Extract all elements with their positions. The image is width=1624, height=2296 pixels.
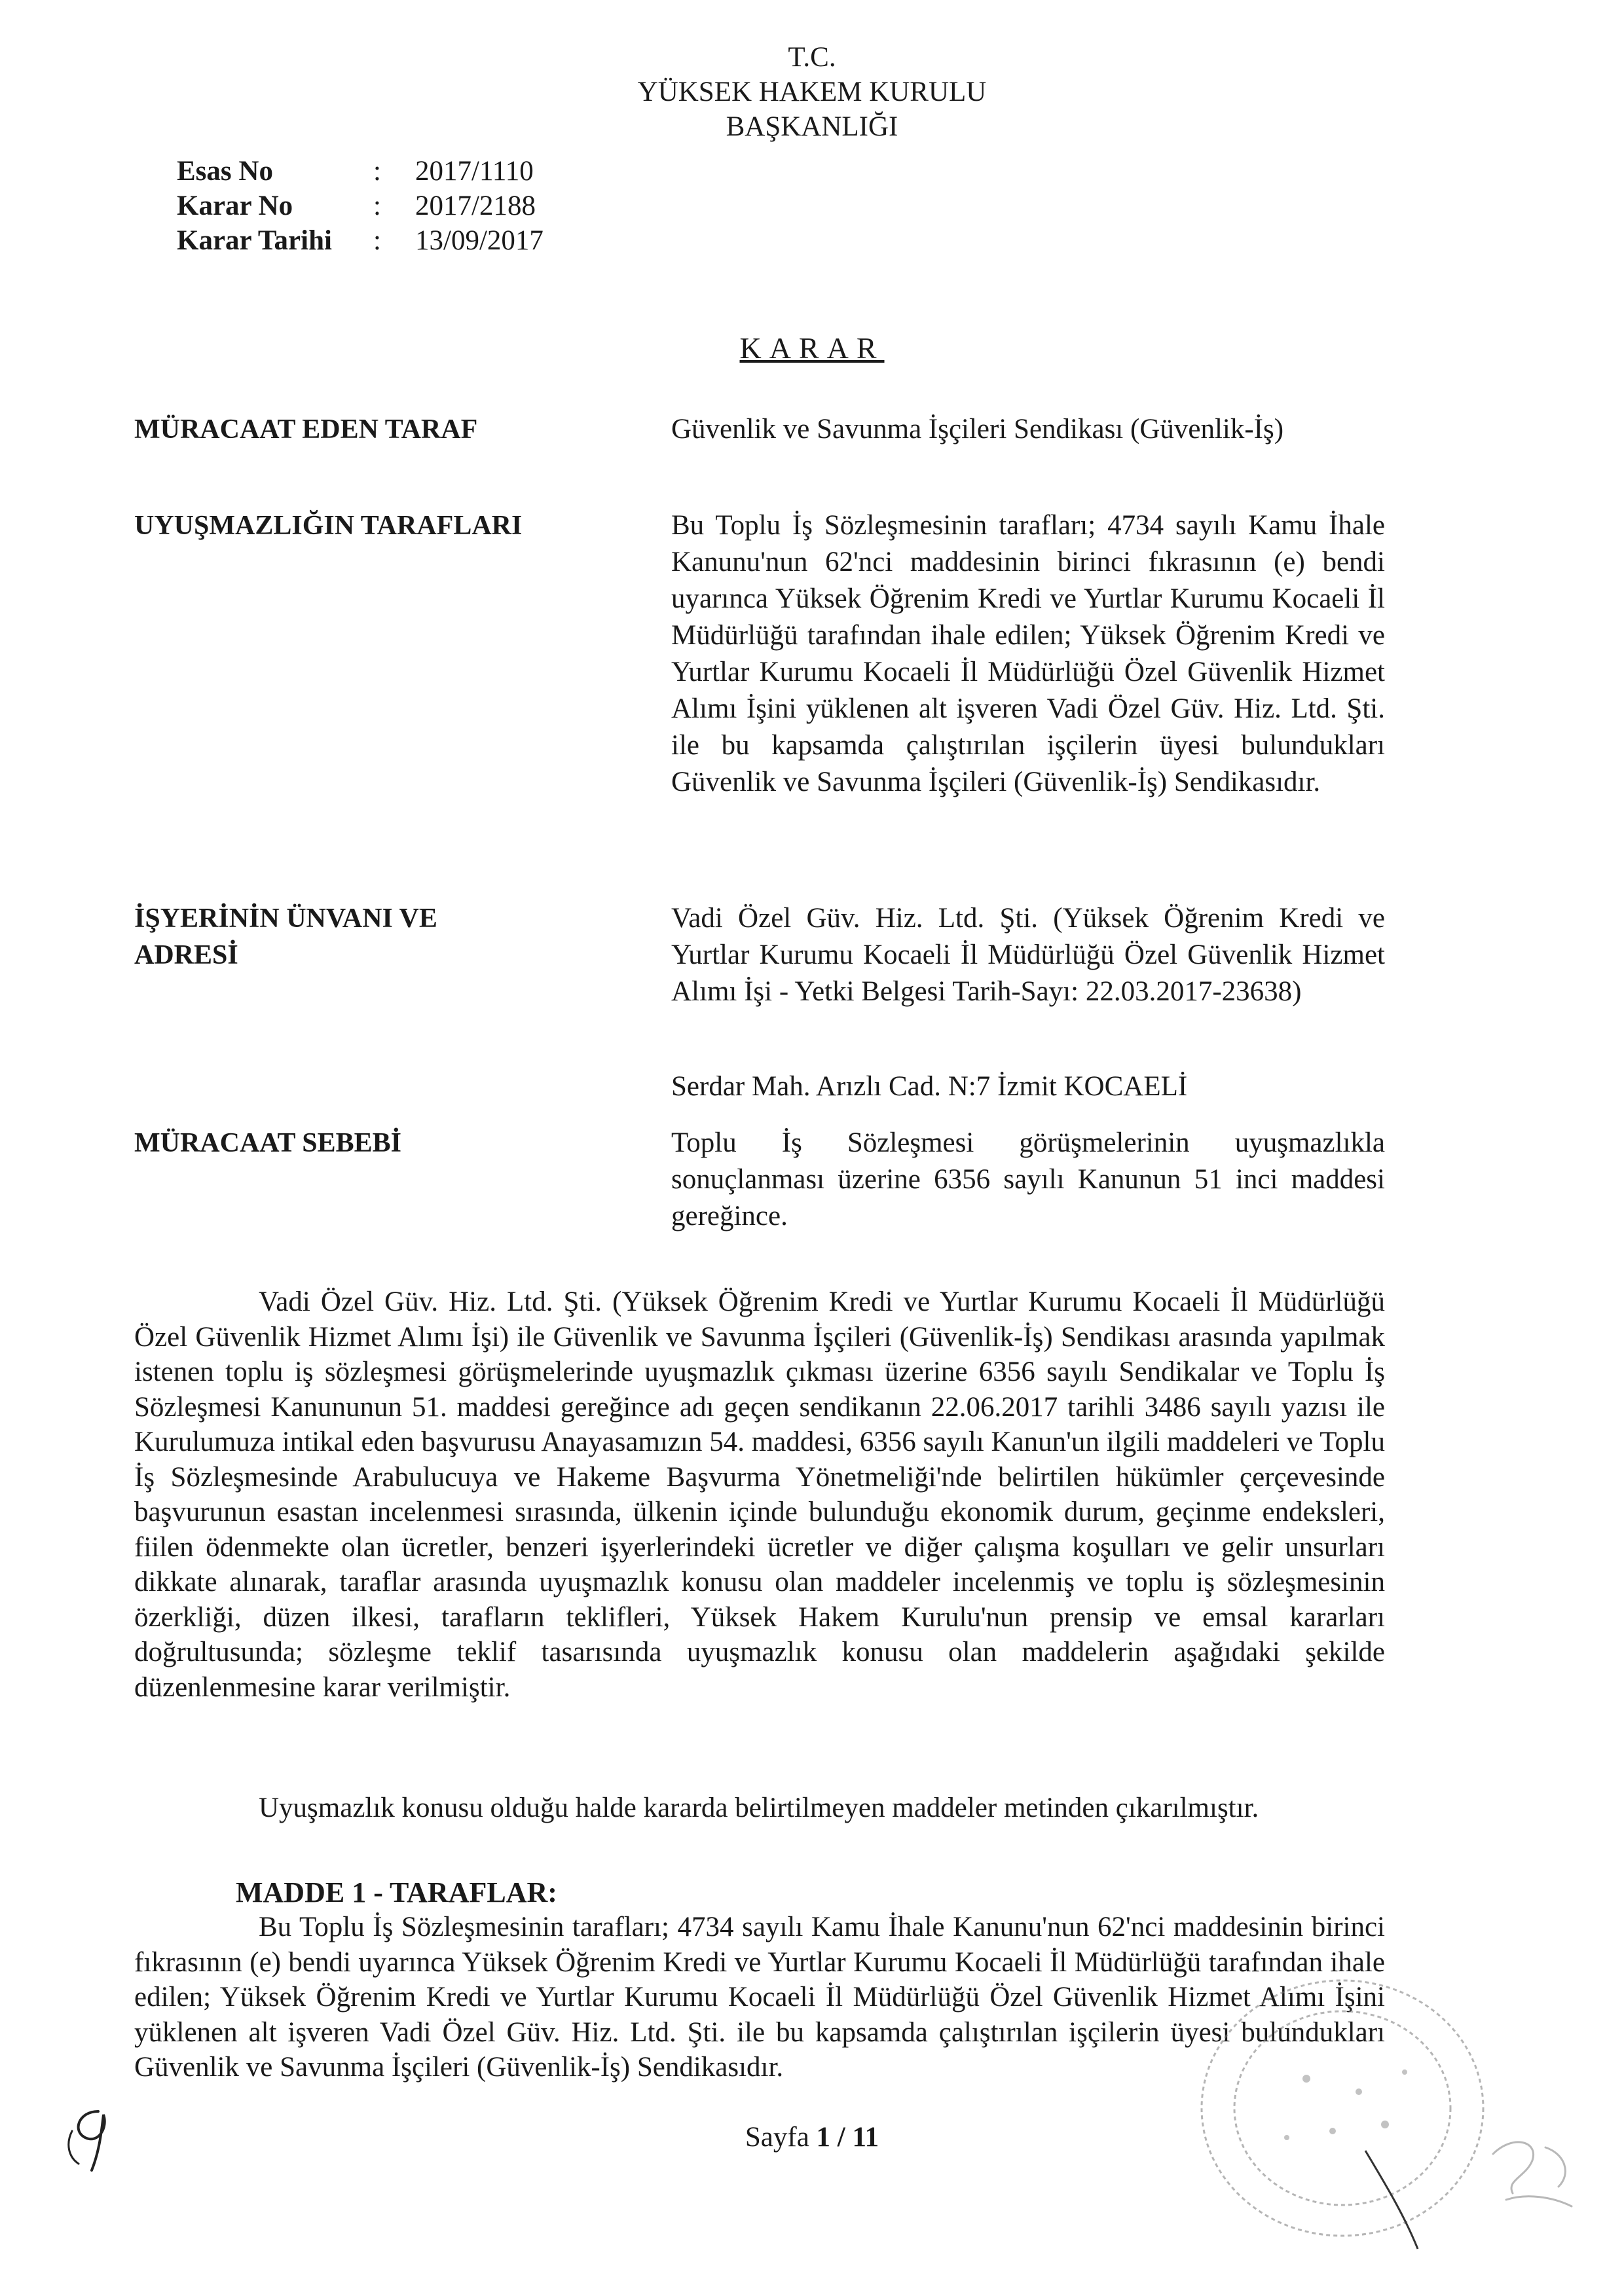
page-current: 1 [816,2122,831,2153]
meta-colon: : [373,156,381,187]
workplace-label-line-2: ADRESİ [134,940,238,970]
handwritten-mark-icon [52,2092,131,2177]
meta-colon: : [373,191,381,221]
margin-scribble-icon [1467,2115,1598,2219]
meta-colon: : [373,225,381,256]
decision-title: KARAR [739,331,885,365]
parties-label: UYUŞMAZLIĞIN TARAFLARI [134,511,523,541]
header-organization: YÜKSEK HAKEM KURULU [637,77,987,107]
body-paragraph-1: Vadi Özel Güv. Hiz. Ltd. Şti. (Yüksek Öğrenim Kredi ve Yurtlar Kurumu Kocaeli İl Müdürlüğü Özel Güvenlik Hizmet Alımı İşi) ile Güvenlik ve Savunma İşçileri (Güvenlik-İş) Sendikası arasında yapılmak istenen toplu iş sözleşmesi görüşmelerinde uyuşmazlık çıkması üzerine 6356 sayılı Sendikalar ve Toplu İş Sözleşmesi Kanununun 51. maddesi gereğince adı geçen sendikanın 22.06.2017 tarihli 3486 sayılı yazısı ile Kurulumuza intikal eden başvurusu Anayasamızın 54. maddesi, 6356 sayılı Kanun'un ilgili maddeleri ve Toplu İş Sözleşmesinde Arabulucuya ve Hakeme Başvurma Yönetmeliği'nde belirtilen hükümler çerçevesinde başvurunun esastan incelenmesi sırasında, ülkenin içinde bulunduğu ekonomik durum, geçinme endeksleri, fiilen ödenmekte olan ücretler, benzeri işyerlerindeki ücretler ve diğer çalışma koşulları ve gelir unsurları dikkate alınarak, taraflar arasında uyuşmazlık konusu olan maddeler incelenmiş ve toplu iş sözleşmesinin özerkliği, düzen ilkesi, tarafların teklifleri, Yüksek Hakem Kurulu'nun prensip ve emsal kararları doğrultusunda; sözleşme teklif tasarısında uyuşmazlık konusu olan maddelerin aşağıdaki şekilde düzenlenmesine karar verilmiştir. [134,1286,1385,1703]
applicant-value: Güvenlik ve Savunma İşçileri Sendikası (Güvenlik-İş) [671,414,1284,445]
workplace-address: Serdar Mah. Arızlı Cad. N:7 İzmit KOCAELİ [671,1071,1188,1102]
article-1-text: Bu Toplu İş Sözleşmesinin tarafları; 4734 sayılı Kamu İhale Kanunu'nun 62'nci maddesinin birinci fıkrasının (e) bendi uyarınca Yüksek Öğrenim Kredi ve Yurtlar Kurumu Kocaeli İl Müdürlüğü tarafından ihale edilen; Yüksek Öğrenim Kredi ve Yurtlar Kurumu Kocaeli İl Müdürlüğü Özel Güvenlik Hizmet Alımı İşini yüklenen alt işveren Vadi Özel Güv. Hiz. Ltd. Şti. ile bu kapsamda çalıştırılan işçilerin üyesi bulundukları Güvenlik ve Savunma İşçileri (Güvenlik-İş) Sendikasıdır. [134,1912,1385,2083]
meta-key: Karar Tarihi [177,225,332,256]
page-separator: / [837,2122,845,2153]
meta-key: Esas No [177,156,273,187]
article-1-title: MADDE 1 - TARAFLAR: [236,1876,557,1908]
parties-value: Bu Toplu İş Sözleşmesinin tarafları; 4734 sayılı Kamu İhale Kanunu'nun 62'nci maddesinin birinci fıkrasının (e) bendi uyarınca Yüksek Öğrenim Kredi ve Yurtlar Kurumu Kocaeli İl Müdürlüğü tarafından ihale edilen; Yüksek Öğrenim Kredi ve Yurtlar Kurumu Kocaeli İl Müdürlüğü Özel Güvenlik Hizmet Alımı İşini yüklenen alt işveren Vadi Özel Güv. Hiz. Ltd. Şti. ile bu kapsamda çalıştırılan işçilerin üyesi bulundukları Güvenlik ve Savunma İşçileri (Güvenlik-İş) Sendikasıdır. [671,510,1385,797]
page-total: 11 [852,2122,879,2153]
meta-value: 2017/1110 [415,156,534,187]
meta-value: 2017/2188 [415,191,536,221]
meta-value: 13/09/2017 [415,225,544,256]
header-country: T.C. [788,42,836,73]
official-stamp-icon [1189,1967,1496,2255]
page-prefix: Sayfa [745,2122,809,2153]
meta-key: Karar No [177,191,293,221]
workplace-label-line-1: İŞYERİNİN ÜNVANI VE [134,903,437,934]
workplace-value: Vadi Özel Güv. Hiz. Ltd. Şti. (Yüksek Öğrenim Kredi ve Yurtlar Kurumu Kocaeli İl Müdürlüğü Özel Güvenlik Hizmet Alımı İşi - Yetki Belgesi Tarih-Sayı: 22.03.2017-23638) [671,903,1385,1007]
meta-row-karar-no [177,189,536,223]
meta-row-esas-no [177,155,534,189]
reason-value: Toplu İş Sözleşmesi görüşmelerinin uyuşmazlıkla sonuçlanması üzerine 6356 sayılı Kanunun 51 inci maddesi gereğince. [671,1127,1385,1231]
header-department: BAŞKANLIĞI [726,111,898,142]
body-paragraph-2: Uyuşmazlık konusu olduğu halde kararda belirtilmeyen maddeler metinden çıkarılmıştır. [259,1793,1259,1823]
workplace-label [134,900,632,974]
applicant-label: MÜRACAAT EDEN TARAF [134,414,478,445]
reason-label: MÜRACAAT SEBEBİ [134,1128,402,1158]
meta-row-karar-tarihi [177,224,544,258]
